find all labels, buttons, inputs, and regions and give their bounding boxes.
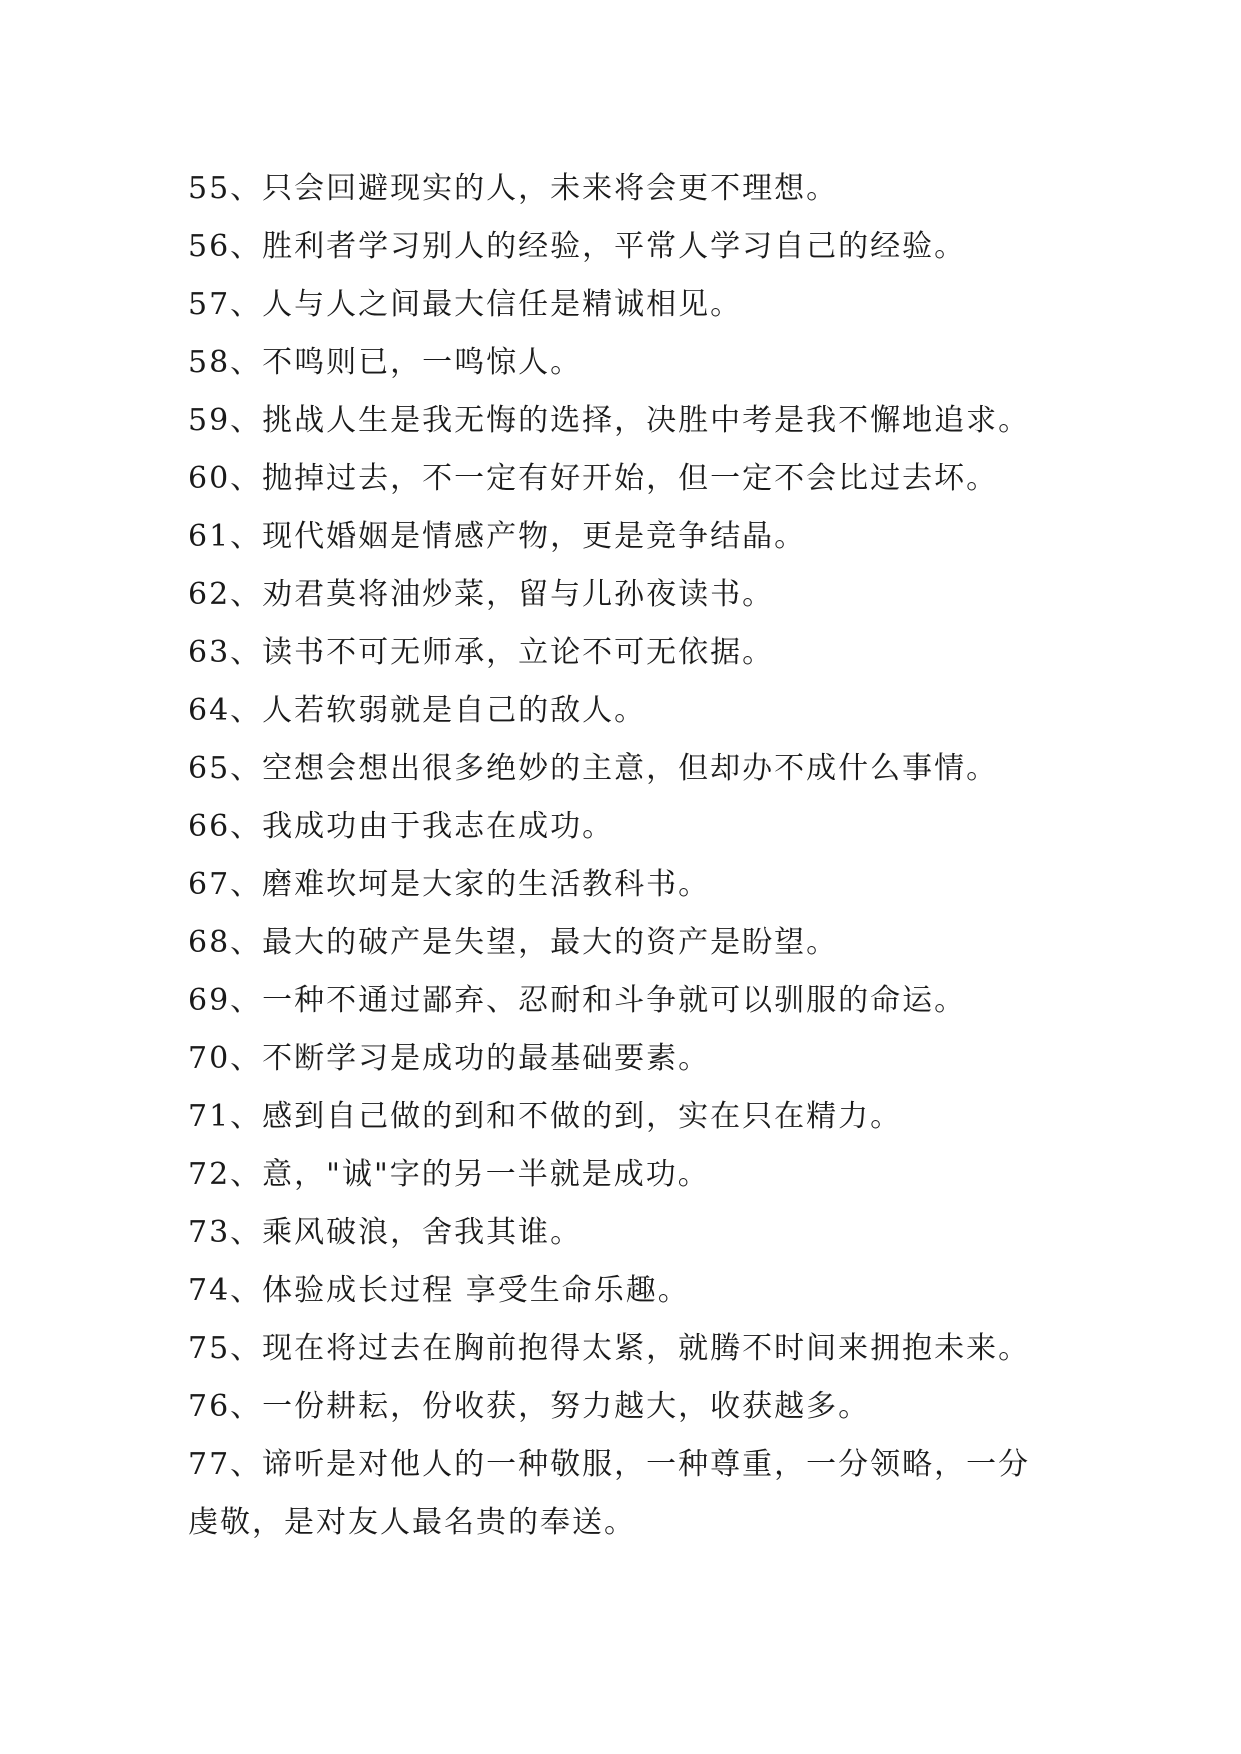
quote-line-67: 67、磨难坎坷是大家的生活教科书。 (188, 867, 711, 902)
quote-line-76: 76、一份耕耘，份收获，努力越大，收获越多。 (188, 1389, 871, 1424)
quote-line-57: 57、人与人之间最大信任是精诚相见。 (188, 287, 743, 322)
quote-line-65: 65、空想会想出很多绝妙的主意，但却办不成什么事情。 (188, 751, 999, 786)
quote-line-72: 72、意，"诚"字的另一半就是成功。 (188, 1157, 710, 1192)
quote-line-59: 59、挑战人生是我无悔的选择，决胜中考是我不懈地追求。 (188, 403, 1031, 438)
quote-line-74: 74、体验成长过程 享受生命乐趣。 (188, 1273, 690, 1308)
quote-line-55: 55、只会回避现实的人，未来将会更不理想。 (188, 171, 839, 206)
quote-line-69: 69、一种不通过鄙弃、忍耐和斗争就可以驯服的命运。 (188, 983, 967, 1018)
quote-list (188, 160, 1088, 1552)
quote-line-66: 66、我成功由于我志在成功。 (188, 809, 615, 844)
quote-line-61: 61、现代婚姻是情感产物，更是竞争结晶。 (188, 519, 807, 554)
quote-line-75: 75、现在将过去在胸前抱得太紧，就腾不时间来拥抱未来。 (188, 1331, 1031, 1366)
quote-line-56: 56、胜利者学习别人的经验，平常人学习自己的经验。 (188, 229, 967, 264)
quote-line-62: 62、劝君莫将油炒菜，留与儿孙夜读书。 (188, 577, 775, 612)
quote-line-73: 73、乘风破浪，舍我其谁。 (188, 1215, 583, 1250)
quote-line-71: 71、感到自己做的到和不做的到，实在只在精力。 (188, 1099, 903, 1134)
quote-line-58: 58、不鸣则已，一鸣惊人。 (188, 345, 583, 380)
quote-line-64: 64、人若软弱就是自己的敌人。 (188, 693, 647, 728)
quote-line-70: 70、不断学习是成功的最基础要素。 (188, 1041, 711, 1076)
quote-line-68: 68、最大的破产是失望，最大的资产是盼望。 (188, 925, 839, 960)
quote-line-77: 77、谛听是对他人的一种敬服，一种尊重，一分领略，一分 (188, 1447, 1031, 1482)
quote-line-63: 63、读书不可无师承，立论不可无依据。 (188, 635, 775, 670)
quote-line-77-continued: 虔敬，是对友人最名贵的奉送。 (188, 1505, 636, 1540)
quote-line-60: 60、抛掉过去，不一定有好开始，但一定不会比过去坏。 (188, 461, 999, 496)
